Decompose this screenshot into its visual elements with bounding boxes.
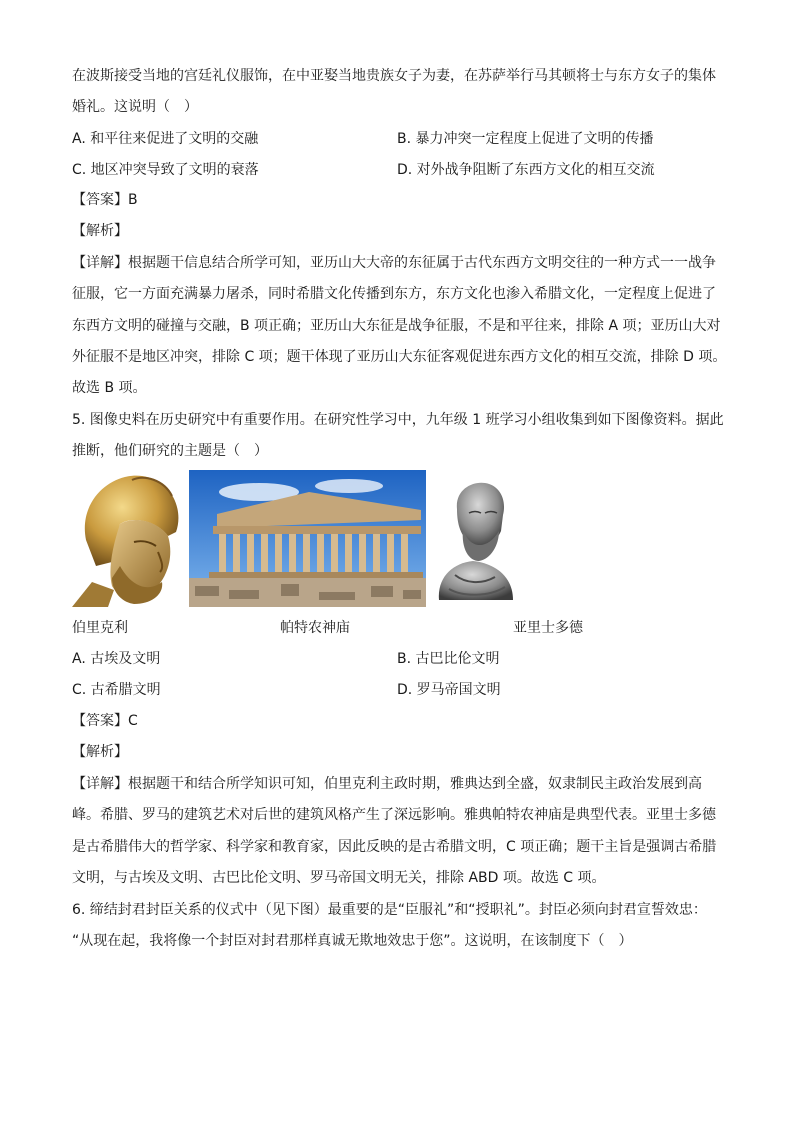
q4-detail-line-4: 外征服不是地区冲突，排除 C 项；题干体现了亚历山大东征客观促进东西方文化的相互交流，排除 D 项。 [72, 349, 727, 365]
q6-stem-line-2: “从现在起，我将像一个封臣对封君那样真诚无欺地效忠于您”。这说明，在该制度下（ ） [72, 933, 633, 949]
aristotle-image [429, 479, 521, 600]
q5-stem-line-1: 5. 图像史料在历史研究中有重要作用。在研究性学习中，九年级 1 班学习小组收集到如下图像资料。据此 [72, 412, 724, 428]
answer-value: C [128, 713, 138, 729]
caption-parthenon: 帕特农神庙 [280, 620, 350, 636]
q4-option-a: A. 和平往来促进了文明的交融 [72, 131, 259, 147]
q4-option-b: B. 暴力冲突一定程度上促进了文明的传播 [397, 131, 654, 147]
q5-option-a: A. 古埃及文明 [72, 651, 161, 667]
q4-detail-line-3: 东西方文明的碰撞与交融，B 项正确；亚历山大东征是战争征服，不是和平往来，排除 A 项；亚历山大对 [72, 318, 721, 334]
caption-aristotle: 亚里士多德 [513, 620, 583, 636]
q4-detail-line-5: 故选 B 项。 [72, 380, 147, 396]
q4-answer [72, 190, 138, 210]
caption-pericles: 伯里克利 [72, 620, 128, 636]
answer-label: 【答案】 [72, 713, 128, 729]
q4-option-d: D. 对外战争阻断了东西方文化的相互交流 [397, 162, 655, 178]
q4-detail-line-2: 征服，它一方面充满暴力屠杀，同时希腊文化传播到东方，东方文化也渗入希腊文化，一定程度上促进了 [72, 286, 716, 302]
q4-detail-line-1: 【详解】根据题干信息结合所学可知，亚历山大大帝的东征属于古代东西方文明交往的一种方式一一战争 [72, 255, 716, 271]
q6-stem-line-1: 6. 缔结封君封臣关系的仪式中（见下图）最重要的是“臣服礼”和“授职礼”。封臣必须向封君宣誓效忠： [72, 902, 707, 918]
answer-value: B [128, 192, 138, 208]
q4-option-c: C. 地区冲突导致了文明的衰落 [72, 162, 259, 178]
q4-stem-line-1: 在波斯接受当地的宫廷礼仪服饰，在中亚娶当地贵族女子为妻，在苏萨举行马其顿将士与东方女子的集体 [72, 68, 716, 84]
q5-analysis-label: 【解析】 [72, 744, 128, 760]
q5-stem-line-2: 推断，他们研究的主题是（ ） [72, 443, 268, 459]
q4-stem-line-2: 婚礼。这说明（ ） [72, 99, 198, 115]
pericles-image [72, 470, 186, 607]
answer-label: 【答案】 [72, 192, 128, 208]
q4-analysis-label: 【解析】 [72, 223, 128, 239]
q5-detail-line-3: 是古希腊伟大的哲学家、科学家和教育家，因此反映的是古希腊文明，C 项正确；题干主旨是强调古希腊 [72, 839, 717, 855]
q5-detail-line-1: 【详解】根据题干和结合所学知识可知，伯里克利主政时期，雅典达到全盛，奴隶制民主政治发展到高 [72, 776, 702, 792]
parthenon-image [189, 470, 426, 607]
q5-option-b: B. 古巴比伦文明 [397, 651, 500, 667]
q5-option-c: C. 古希腊文明 [72, 682, 161, 698]
q5-option-d: D. 罗马帝国文明 [397, 682, 501, 698]
q5-detail-line-2: 峰。希腊、罗马的建筑艺术对后世的建筑风格产生了深远影响。雅典帕特农神庙是典型代表。亚里士多德 [72, 807, 716, 823]
q5-detail-line-4: 文明，与古埃及文明、古巴比伦文明、罗马帝国文明无关，排除 ABD 项。故选 C 项。 [72, 870, 606, 886]
q5-answer [72, 711, 138, 731]
